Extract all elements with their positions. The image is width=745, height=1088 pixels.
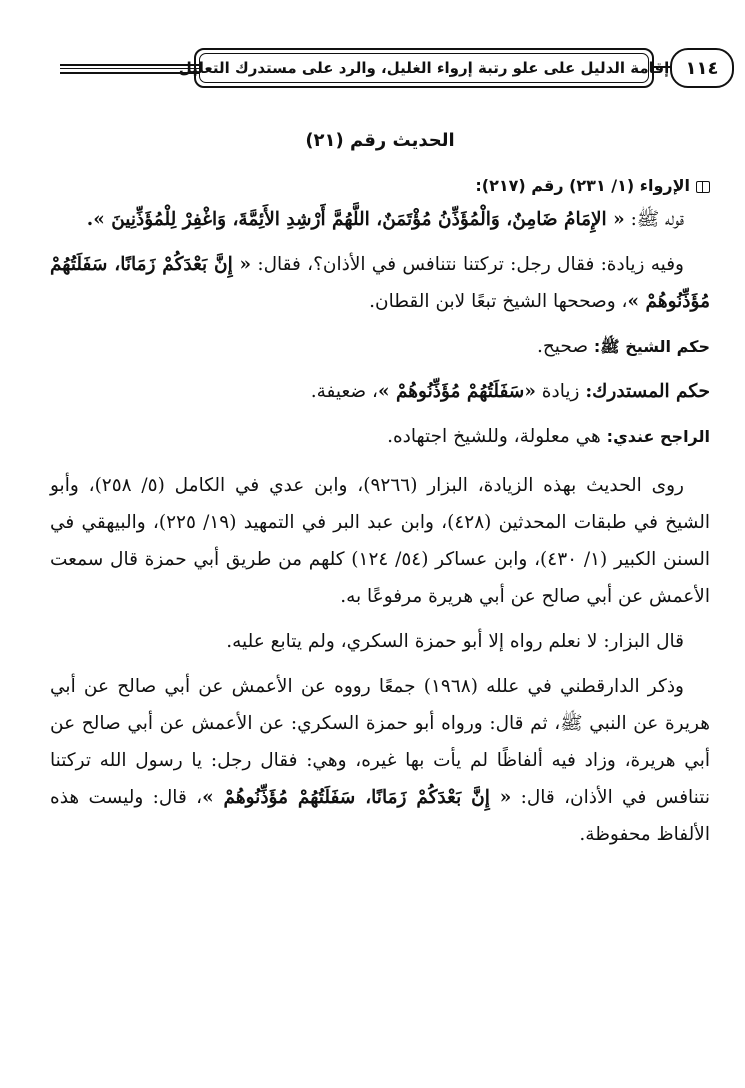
- preferred-ruling-label: الراجح عندي:: [606, 427, 710, 446]
- daraqutni-text: وذكر الدارقطني في علله (١٩٦٨) جمعًا رووه عن الأعمش عن أبي صالح عن أبي هريرة عن النبي ﷺ، ثم قال: ورواه أبو حمزة السكري: عن الأعمش عن أبي صالح عن أبي هريرة، وزاد فيه ألفاظًا لم يأت بها غيره، وهي: فقال رجل: يا رسول الله تركتنا نتنافس في الأذان، قال:: [50, 676, 711, 808]
- daraqutni-suffix: ، قال: وليست هذه الألفاظ محفوظة.: [50, 787, 710, 845]
- book-title: إقامة الدليل على علو رتبة إرواء الغليل، والرد على مستدرك التعليل: [178, 59, 670, 77]
- preferred-ruling-value: هي معلولة، وللشيخ اجتهاده.: [387, 426, 607, 447]
- addition-intro: وفيه زيادة: فقال رجل: تركتنا نتنافس في الأذان؟، فقال:: [251, 254, 684, 275]
- daraqutni-quote: « إِنَّ بَعْدَكُمْ زَمَانًا، سَفَلَتُهُمْ مُؤَذِّنُوهُمْ »: [202, 787, 512, 808]
- page-content: [50, 120, 710, 853]
- page-number: ١١٤: [670, 48, 734, 88]
- book-icon: [696, 181, 710, 193]
- irwa-reference: [50, 171, 710, 201]
- bazzar-paragraph: قال البزار: لا نعلم رواه إلا أبو حمزة السكري، ولم يتابع عليه.: [226, 631, 684, 652]
- header-title-frame: [178, 48, 670, 88]
- irwa-label: الإرواء (١/ ٢٣١) رقم (٢١٧):: [475, 176, 690, 195]
- page-header: [60, 46, 719, 98]
- sheikh-ruling: [50, 328, 710, 365]
- mustadrak-ruling: [50, 373, 710, 410]
- mustadrak-ruling-quote: «سَفَلَتُهُمْ مُؤَذِّنُوهُمْ »: [377, 381, 536, 402]
- narrations-paragraph: روى الحديث بهذه الزيادة، البزار (٩٢٦٦)، وابن عدي في الكامل (٥/ ٢٥٨)، وأبو الشيخ في طبقات المحدثين (٤٢٨)، وابن عبد البر في التمهيد (١٩/ ٢٢٥)، والبيهقي في السنن الكبير (١/ ٤٣٠)، وابن عساكر (٥٤/ ١٢٤) كلهم من طريق أبي حمزة قال سمعت الأعمش عن أبي صالح عن أبي هريرة مرفوعًا به.: [50, 475, 710, 607]
- preferred-ruling: [50, 418, 710, 455]
- hadith-heading: الحديث رقم (٢١): [305, 130, 455, 151]
- hadith-quote: « الإِمَامُ ضَامِنٌ، وَالْمُؤَذِّنُ مُؤْتَمَنٌ، اللَّهُمَّ أَرْشِدِ الأَئِمَّةَ، وَاغْفِرْ لِلْمُؤَذِّنِينَ ».: [86, 209, 625, 230]
- daraqutni-paragraph: [50, 668, 710, 853]
- sheikh-ruling-label: حكم الشيخ ﷺ:: [593, 337, 710, 356]
- mustadrak-ruling-suffix: ، ضعيفة.: [310, 381, 378, 402]
- sheikh-ruling-value: صحيح.: [536, 336, 594, 357]
- hadith-intro: قوله ﷺ:: [624, 209, 684, 230]
- mustadrak-ruling-label: حكم المستدرك:: [585, 381, 710, 402]
- mustadrak-ruling-prefix: زيادة: [535, 381, 586, 402]
- addition-suffix: ، وصححها الشيخ تبعًا لابن القطان.: [369, 291, 628, 312]
- addition-paragraph: [50, 246, 710, 320]
- hadith-text: [50, 201, 710, 238]
- addition-quote: « إِنَّ بَعْدَكُمْ زَمَانًا، سَفَلَتُهُمْ مُؤَذِّنُوهُمْ »: [50, 254, 710, 312]
